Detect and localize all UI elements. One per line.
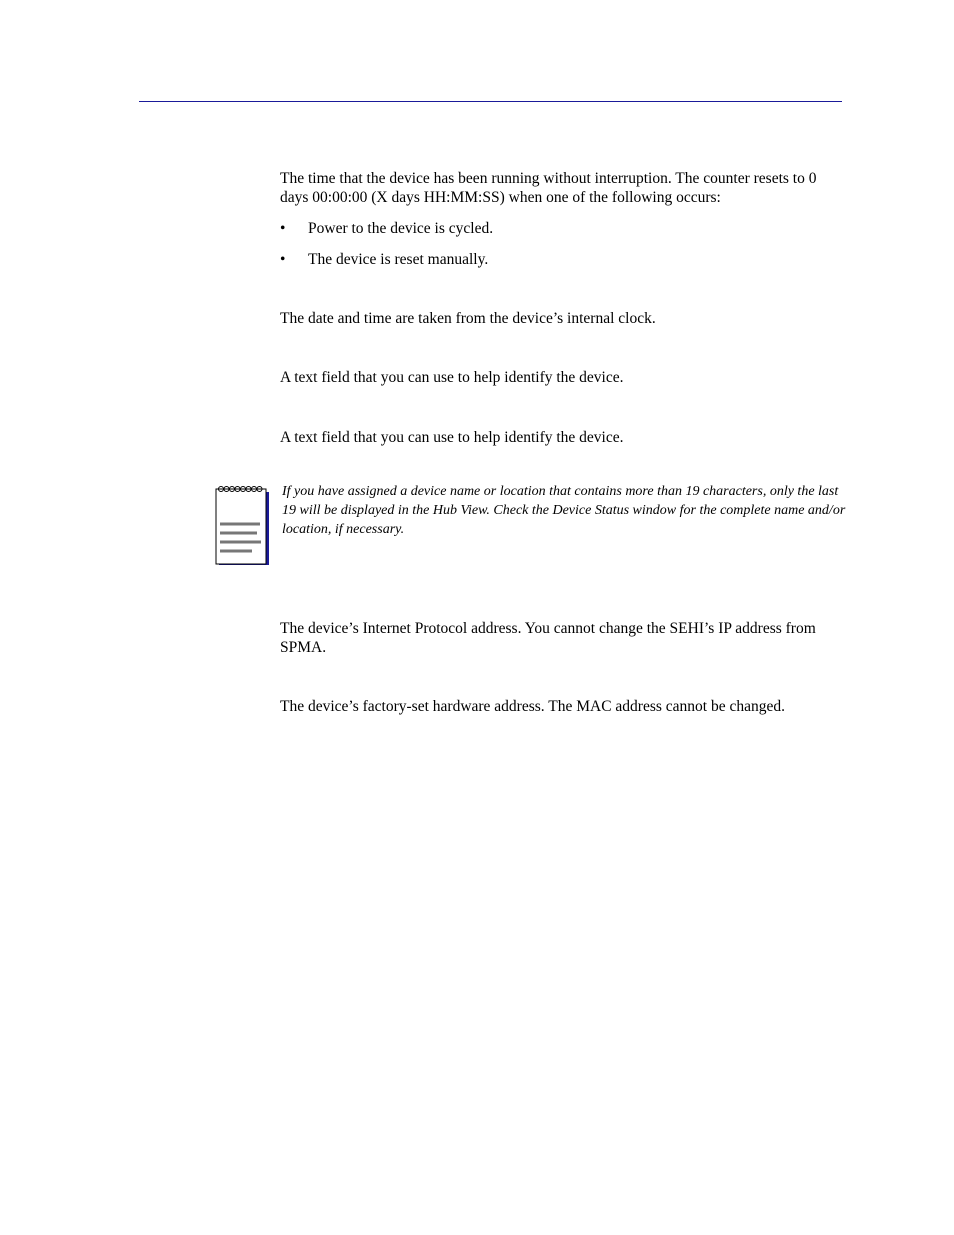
mac-address-description: The device’s factory-set hardware address. The MAC address cannot be changed. [280,698,785,715]
notepad-icon [214,485,272,567]
bullet-text: The device is reset manually. [308,251,489,268]
location-description: A text field that you can use to help identify the device. [280,429,624,446]
note-text: If you have assigned a device name or location that contains more than 19 characters, only the last 19 will be displayed in the Hub View. Check the Device Status window for the complete name and/or location, if necessary. [282,484,846,537]
bullet-icon: • [280,251,286,268]
header-rule [139,101,842,102]
name-description: A text field that you can use to help identify the device. [280,369,624,386]
uptime-description: The time that the device has been running without interruption. The counter resets to 0 days 00:00:00 (X days HH:MM:SS) when one of the following occurs: [280,170,817,206]
ip-address-description: The device’s Internet Protocol address. You cannot change the SEHI’s IP address from SPMA. [280,620,816,656]
date-time-description: The date and time are taken from the device’s internal clock. [280,310,656,327]
bullet-icon: • [280,220,286,237]
bullet-text: Power to the device is cycled. [308,220,494,237]
